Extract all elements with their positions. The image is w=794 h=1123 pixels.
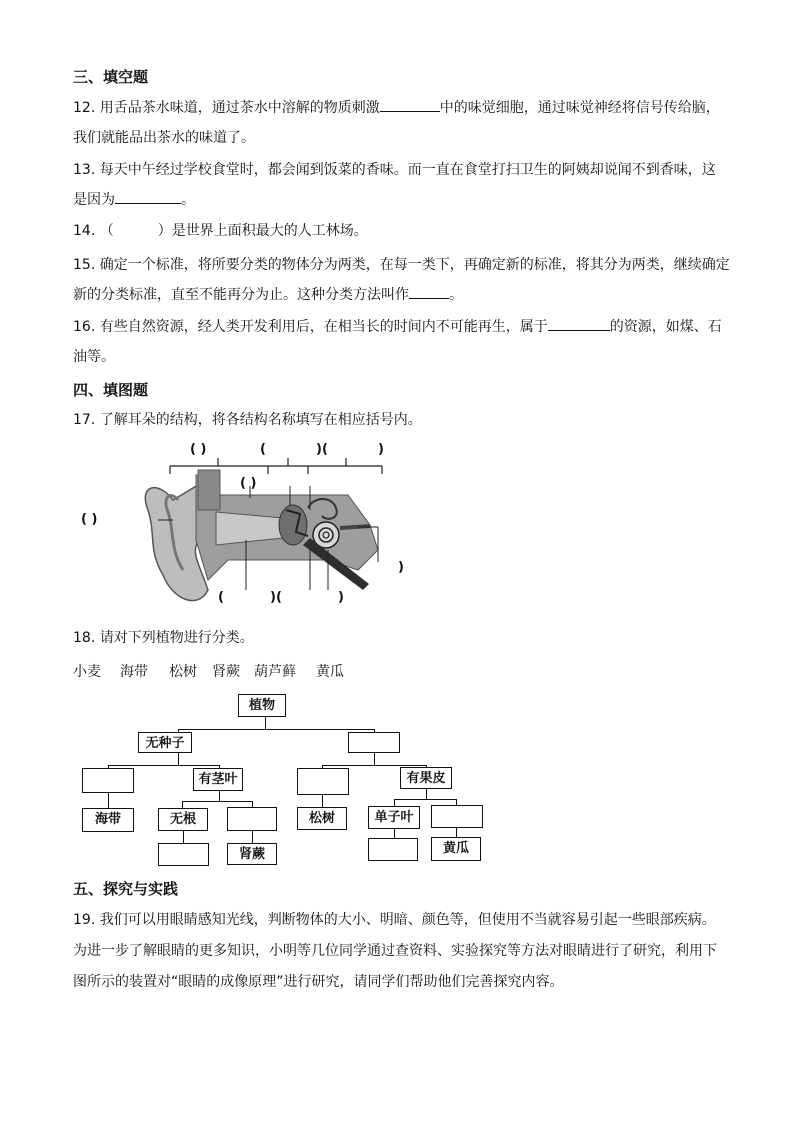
ear-label-top-1[interactable]: ( ) bbox=[190, 442, 207, 457]
tree-node-blank-6[interactable] bbox=[368, 838, 418, 861]
tree-node-blank-1[interactable] bbox=[82, 768, 134, 793]
q13-text-a: 13. 每天中午经过学校食堂时，都会闻到饭菜的香味。而一直在食堂打扫卫生的阿姨却说闻不到香味，这 bbox=[73, 162, 716, 178]
ear-label-top-4[interactable]: ) bbox=[378, 442, 384, 457]
q19-text-b: 为进一步了解眼睛的更多知识，小明等几位同学通过查资料、实验探究等方法对眼睛进行了研究，利用下 bbox=[73, 943, 717, 959]
q15-text-a: 15. 确定一个标准，将所要分类的物体分为两类，在每一类下，再确定新的标准，将其分为两类，继续确定 bbox=[73, 257, 730, 273]
q15-answer-blank[interactable] bbox=[409, 284, 449, 299]
question-15-line2 bbox=[73, 281, 463, 309]
ear-illustration bbox=[78, 440, 418, 612]
ear-label-right[interactable]: ) bbox=[398, 560, 404, 575]
question-16-line1 bbox=[73, 313, 722, 341]
plant-item: 肾蕨 bbox=[212, 664, 240, 680]
q16-answer-blank[interactable] bbox=[548, 316, 610, 331]
tree-node-kelp: 海带 bbox=[82, 808, 134, 832]
q19-text-a: 19. 我们可以用眼睛感知光线，判断物体的大小、明暗、颜色等，但使用不当就容易引起一些眼部疾病。 bbox=[73, 912, 716, 928]
tree-node-monocot: 单子叶 bbox=[368, 806, 420, 829]
section-title-fill-diagram: 四、填图题 bbox=[73, 381, 149, 399]
tree-node-seed-blank[interactable] bbox=[348, 732, 400, 753]
section-title-inquiry: 五、探究与实践 bbox=[73, 880, 179, 898]
tree-node-blank-5[interactable] bbox=[158, 843, 209, 866]
tree-node-fern: 肾蕨 bbox=[227, 843, 277, 865]
q16-text-c: 油等。 bbox=[73, 349, 115, 365]
plant-item: 小麦 bbox=[73, 664, 101, 680]
q13-text-b: 是因为 bbox=[73, 192, 115, 208]
q12-text-b: 中的味觉细胞，通过味觉神经将信号传给脑， bbox=[439, 100, 720, 116]
tree-node-blank-4[interactable] bbox=[431, 805, 483, 828]
tree-node-blank-3[interactable] bbox=[227, 807, 277, 831]
section-title-fill-blank: 三、填空题 bbox=[73, 68, 149, 86]
q16-text-b: 的资源，如煤、石 bbox=[609, 319, 722, 335]
plant-item: 葫芦藓 bbox=[254, 664, 296, 680]
ear-label-bottom-3[interactable]: ) bbox=[338, 590, 344, 605]
q15-text-c: 。 bbox=[449, 287, 463, 303]
tree-node-has-pericarp: 有果皮 bbox=[400, 767, 452, 789]
ear-label-top-2[interactable]: ( bbox=[260, 442, 266, 457]
ear-structure-diagram bbox=[78, 440, 418, 612]
tree-node-no-root: 无根 bbox=[158, 808, 208, 831]
q16-text-a: 16. 有些自然资源，经人类开发利用后，在相当长的时间内不可能再生，属于 bbox=[73, 319, 548, 335]
tree-node-has-stem-leaf: 有茎叶 bbox=[193, 768, 243, 791]
ear-label-top-3[interactable]: )( bbox=[316, 442, 328, 457]
ear-label-bottom-2[interactable]: )( bbox=[270, 590, 282, 605]
q19-text-c: 图所示的装置对“眼睛的成像原理”进行研究，请同学们帮助他们完善探究内容。 bbox=[73, 974, 564, 990]
tree-node-pine: 松树 bbox=[297, 807, 347, 830]
ear-label-mid[interactable]: ( ) bbox=[240, 476, 257, 491]
q14-text-b: ）是世界上面积最大的人工林场。 bbox=[157, 223, 368, 239]
question-17: 17. 了解耳朵的结构，将各结构名称填写在相应括号内。 bbox=[73, 412, 422, 428]
q12-text-a: 12. 用舌品茶水味道，通过茶水中溶解的物质刺激 bbox=[73, 100, 380, 116]
q12-answer-blank[interactable] bbox=[380, 97, 440, 112]
tree-node-cucumber: 黄瓜 bbox=[431, 837, 481, 861]
question-14 bbox=[73, 217, 368, 245]
q13-text-c: 。 bbox=[181, 192, 195, 208]
tree-node-root: 植物 bbox=[238, 694, 286, 717]
q13-answer-blank[interactable] bbox=[115, 189, 181, 204]
plant-item: 海带 bbox=[120, 664, 148, 680]
q12-text-c: 我们就能品出茶水的味道了。 bbox=[73, 130, 255, 146]
tree-node-blank-2[interactable] bbox=[297, 768, 349, 795]
q14-text-a: 14. （ bbox=[73, 223, 114, 239]
question-12-line1 bbox=[73, 94, 720, 122]
ear-label-bottom-1[interactable]: ( bbox=[218, 590, 224, 605]
ear-label-left[interactable]: ( ) bbox=[81, 512, 98, 527]
tree-node-no-seed: 无种子 bbox=[138, 732, 192, 753]
question-13-line2 bbox=[73, 186, 195, 214]
plant-item: 松树 bbox=[169, 664, 197, 680]
plant-item: 黄瓜 bbox=[316, 664, 344, 680]
question-18: 18. 请对下列植物进行分类。 bbox=[73, 630, 254, 646]
q15-text-b: 新的分类标准，直至不能再分为止。这种分类方法叫作 bbox=[73, 287, 409, 303]
